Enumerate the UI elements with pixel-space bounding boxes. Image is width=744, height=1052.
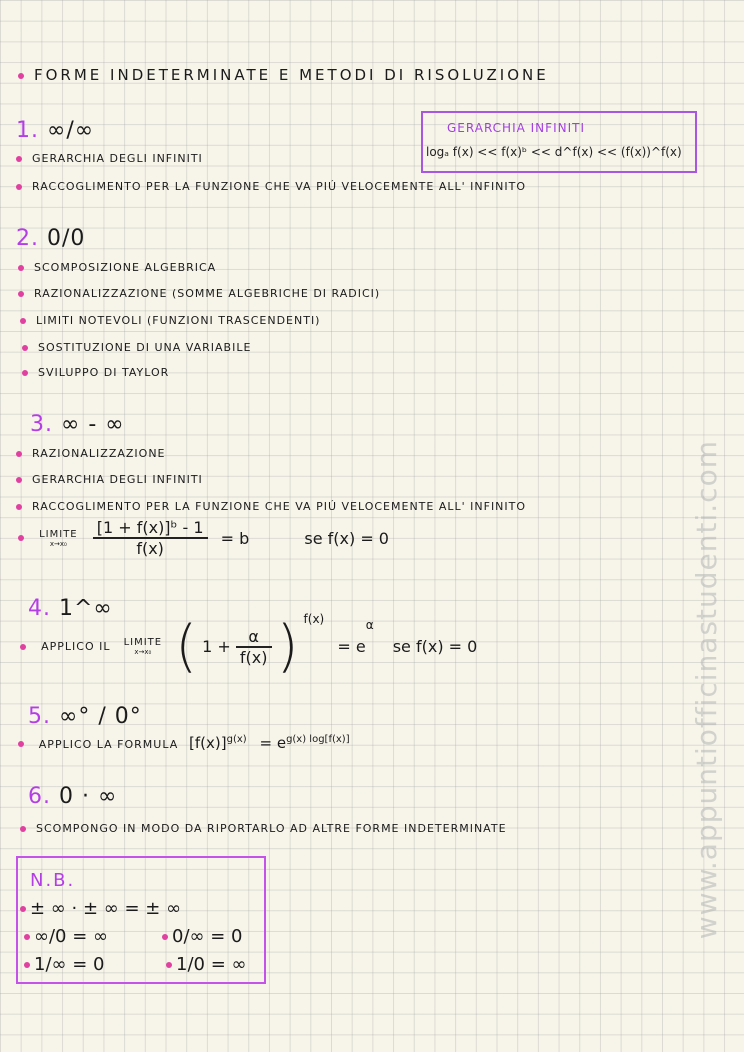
close-paren: ) bbox=[276, 614, 299, 679]
bullet-icon bbox=[20, 826, 26, 832]
alpha-fraction bbox=[236, 627, 272, 667]
watermark: www.appuntiofficinastudenti.com bbox=[690, 440, 723, 940]
bullet-icon bbox=[20, 318, 26, 324]
list-item bbox=[16, 152, 203, 165]
bullet-icon bbox=[18, 741, 24, 747]
bullet-icon bbox=[166, 962, 172, 968]
bullet-icon bbox=[16, 477, 22, 483]
list-item-text: RAZIONALIZZAZIONE bbox=[32, 447, 166, 460]
nb-rule bbox=[162, 926, 243, 947]
formula-exponent: g(x) bbox=[226, 734, 247, 745]
bullet-icon bbox=[18, 291, 24, 297]
section-number: 3. bbox=[30, 412, 53, 437]
fraction-numerator: α bbox=[236, 627, 272, 648]
list-item bbox=[22, 366, 169, 379]
section-6-heading bbox=[28, 784, 117, 809]
bullet-icon bbox=[16, 451, 22, 457]
section-5-heading bbox=[28, 704, 142, 729]
bullet-icon bbox=[20, 906, 26, 912]
list-item-text: LIMITI NOTEVOLI (FUNZIONI TRASCENDENTI) bbox=[36, 314, 321, 327]
nb-title: N.B. bbox=[30, 870, 76, 891]
page-title bbox=[18, 66, 549, 84]
limit-subscript: x→x₀ bbox=[134, 648, 152, 656]
limit-e-formula bbox=[20, 612, 477, 679]
bullet-icon bbox=[20, 644, 26, 650]
limit-operator bbox=[124, 637, 163, 656]
list-item-text: GERARCHIA DEGLI INFINITI bbox=[32, 152, 203, 165]
page-title-text: FORME INDETERMINATE E METODI DI RISOLUZIONE bbox=[34, 66, 549, 84]
limit-operator bbox=[39, 529, 78, 548]
bullet-icon bbox=[22, 345, 28, 351]
section-form: 0/0 bbox=[47, 226, 86, 251]
list-item-text: SVILUPPO DI TAYLOR bbox=[38, 366, 170, 379]
nb-rule bbox=[166, 954, 247, 975]
nb-rule bbox=[24, 926, 108, 947]
section-number: 4. bbox=[28, 596, 51, 621]
nb-rule-text: 1/0 = ∞ bbox=[176, 954, 247, 975]
list-item bbox=[18, 261, 216, 274]
formula-base: [f(x)] bbox=[189, 734, 227, 752]
section-form: 1^∞ bbox=[59, 596, 113, 621]
section-number: 2. bbox=[16, 226, 39, 251]
formula-lead: APPLICO IL bbox=[41, 640, 111, 653]
formula-exponent: f(x) bbox=[303, 612, 325, 626]
list-item bbox=[22, 341, 251, 354]
section-3-heading bbox=[30, 412, 125, 437]
nb-box bbox=[16, 856, 266, 984]
limit-label: LIMITE bbox=[39, 528, 78, 540]
bullet-icon bbox=[24, 934, 30, 940]
list-item bbox=[16, 473, 203, 486]
list-item-text: SOSTITUZIONE DI UNA VARIABILE bbox=[38, 341, 252, 354]
result-exponent: α bbox=[365, 618, 374, 632]
list-item-text: RACCOGLIMENTO PER LA FUNZIONE CHE VA PIÚ VELOCEMENTE ALL' INFINITO bbox=[32, 500, 527, 513]
result-exponent: g(x) log[f(x)] bbox=[286, 734, 350, 745]
bullet-icon bbox=[16, 156, 22, 162]
nb-rule-text: 0/∞ = 0 bbox=[172, 926, 243, 947]
limit-label: LIMITE bbox=[123, 637, 163, 648]
hierarchy-title: GERARCHIA INFINITI bbox=[447, 121, 585, 135]
bullet-icon bbox=[18, 265, 24, 271]
bullet-icon bbox=[18, 73, 24, 79]
fraction-numerator: [1 + f(x)]ᵇ - 1 bbox=[93, 518, 208, 539]
section-number: 1. bbox=[16, 118, 39, 143]
hierarchy-formula: logₐ f(x) << f(x)ᵇ << d^f(x) << (f(x))^f(x) bbox=[426, 145, 682, 159]
section-form: 0 · ∞ bbox=[59, 784, 118, 809]
limit-condition: se f(x) = 0 bbox=[304, 528, 389, 548]
list-item bbox=[16, 180, 526, 193]
formula-result: = e bbox=[337, 637, 366, 656]
nb-rule bbox=[24, 954, 105, 975]
list-item-text: SCOMPONGO IN MODO DA RIPORTARLO AD ALTRE FORME INDETERMINATE bbox=[36, 822, 507, 835]
bullet-icon bbox=[18, 535, 24, 541]
nb-rule-text: ∞/0 = ∞ bbox=[34, 926, 109, 947]
list-item bbox=[16, 500, 526, 513]
bullet-icon bbox=[16, 184, 22, 190]
section-2-heading bbox=[16, 226, 85, 251]
section-form: ∞/∞ bbox=[47, 118, 95, 143]
list-item-text: RAZIONALIZZAZIONE (SOMME ALGEBRICHE DI RADICI) bbox=[34, 287, 381, 300]
list-item bbox=[20, 822, 507, 835]
section-form: ∞° / 0° bbox=[59, 704, 142, 729]
bullet-icon bbox=[22, 370, 28, 376]
formula-inner: 1 + bbox=[202, 637, 231, 656]
bullet-icon bbox=[16, 504, 22, 510]
section-1-heading bbox=[16, 118, 94, 143]
open-paren: ( bbox=[175, 614, 198, 679]
section-number: 5. bbox=[28, 704, 51, 729]
nb-rule-text: ± ∞ · ± ∞ = ± ∞ bbox=[30, 898, 182, 919]
limit-result: = b bbox=[220, 528, 250, 548]
list-item bbox=[20, 314, 320, 327]
limit-subscript: x→x₀ bbox=[49, 539, 67, 548]
list-item-text: SCOMPOSIZIONE ALGEBRICA bbox=[34, 261, 217, 274]
bullet-icon bbox=[162, 934, 168, 940]
fraction-denominator: f(x) bbox=[239, 647, 268, 667]
list-item-text: GERARCHIA DEGLI INFINITI bbox=[32, 473, 203, 486]
fraction-denominator: f(x) bbox=[136, 539, 164, 558]
list-item bbox=[18, 287, 380, 300]
power-formula bbox=[18, 734, 350, 752]
nb-rule bbox=[20, 898, 181, 919]
notable-limit-formula bbox=[18, 518, 389, 558]
formula-result: = e bbox=[259, 734, 287, 752]
nb-rule-text: 1/∞ = 0 bbox=[34, 954, 105, 975]
list-item bbox=[16, 447, 166, 460]
formula-lead: APPLICO LA FORMULA bbox=[38, 738, 179, 751]
list-item-text: RACCOGLIMENTO PER LA FUNZIONE CHE VA PIÚ VELOCEMENTE ALL' INFINITO bbox=[32, 180, 527, 193]
hierarchy-box bbox=[421, 111, 697, 173]
bullet-icon bbox=[24, 962, 30, 968]
section-form: ∞ - ∞ bbox=[61, 412, 125, 437]
formula-condition: se f(x) = 0 bbox=[392, 637, 478, 656]
limit-fraction bbox=[93, 518, 208, 558]
section-number: 6. bbox=[28, 784, 51, 809]
